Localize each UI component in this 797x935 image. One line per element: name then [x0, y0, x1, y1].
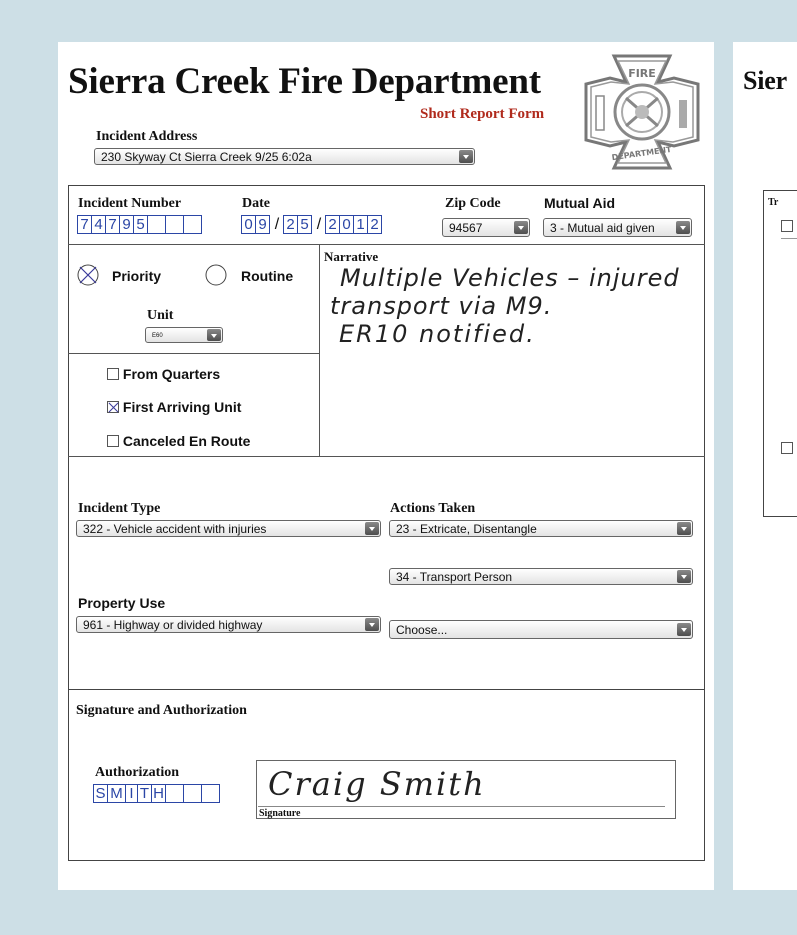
- divider: [781, 238, 797, 239]
- mutual-aid-select[interactable]: [543, 218, 692, 237]
- unit-select[interactable]: [145, 327, 223, 343]
- second-form-page: [733, 42, 797, 890]
- digit-box: 5: [297, 215, 312, 234]
- svg-text:DEPARTMENT: DEPARTMENT: [611, 144, 673, 163]
- form-title-fragment: Sier: [743, 66, 787, 95]
- chevron-down-icon: [676, 221, 690, 234]
- priority-radio-checked[interactable]: [77, 264, 99, 286]
- svg-text:FIRE: FIRE: [628, 67, 656, 80]
- letter-box: H: [151, 784, 166, 803]
- digit-box: 0: [241, 215, 256, 234]
- priority-label: Priority: [112, 268, 162, 284]
- signature-value: Craig Smith: [268, 765, 486, 803]
- canceled-en-route-label: Canceled En Route: [122, 433, 251, 449]
- narrative-line: Multiple Vehicles – injured: [340, 264, 680, 292]
- digit-box: 4: [91, 215, 106, 234]
- date-separator: /: [316, 216, 322, 233]
- incident-number-label: Incident Number: [78, 196, 182, 211]
- letter-box: [183, 784, 202, 803]
- zip-code-label: Zip Code: [445, 196, 501, 211]
- fire-department-logo-icon: [578, 48, 706, 176]
- table-box: [763, 190, 797, 517]
- authorization-label: Authorization: [95, 765, 179, 780]
- digit-box: 2: [325, 215, 340, 234]
- divider: [68, 456, 705, 457]
- actions-taken-select-2[interactable]: [389, 568, 693, 585]
- actions-taken-value: 34 - Transport Person: [396, 570, 513, 584]
- incident-address-value: 230 Skyway Ct Sierra Creek 9/25 6:02a: [101, 150, 312, 164]
- digit-box: 1: [353, 215, 368, 234]
- digit-box: [165, 215, 184, 234]
- digit-box: 2: [283, 215, 298, 234]
- divider: [68, 244, 705, 245]
- actions-taken-value: Choose...: [396, 623, 448, 637]
- digit-box: 2: [367, 215, 382, 234]
- actions-taken-label: Actions Taken: [390, 501, 476, 516]
- form-title: Sierra Creek Fire Department: [68, 61, 541, 102]
- incident-address-select[interactable]: [94, 148, 475, 165]
- checkbox-icon[interactable]: [781, 220, 793, 232]
- divider: [319, 244, 320, 456]
- checkbox-icon: [107, 368, 119, 380]
- routine-label: Routine: [241, 268, 294, 284]
- unit-value: E60: [152, 333, 163, 339]
- digit-box: 7: [105, 215, 120, 234]
- date-separator: /: [274, 216, 280, 233]
- letter-box: M: [107, 784, 126, 803]
- digit-box: [183, 215, 202, 234]
- authorization-field[interactable]: [94, 784, 220, 803]
- zip-code-select[interactable]: [442, 218, 530, 237]
- chevron-down-icon: [677, 570, 691, 583]
- incident-type-value: 322 - Vehicle accident with injuries: [83, 522, 267, 536]
- from-quarters-label: From Quarters: [122, 366, 221, 382]
- actions-taken-select-1[interactable]: [389, 520, 693, 537]
- chevron-down-icon: [514, 221, 528, 234]
- letter-box: I: [125, 784, 138, 803]
- letter-box: [165, 784, 184, 803]
- first-arriving-unit-label: First Arriving Unit: [122, 399, 242, 415]
- form-subtitle: Short Report Form: [420, 106, 545, 122]
- digit-box: 9: [255, 215, 270, 234]
- actions-taken-value: 23 - Extricate, Disentangle: [396, 522, 537, 536]
- property-use-select[interactable]: [76, 616, 381, 633]
- table-header-fragment: Tr: [768, 197, 779, 208]
- digit-box: [147, 215, 166, 234]
- canceled-en-route-checkbox[interactable]: [107, 433, 250, 449]
- checkbox-icon: [107, 435, 119, 447]
- incident-address-label: Incident Address: [96, 129, 198, 144]
- signature-line: [258, 806, 665, 807]
- zip-code-value: 94567: [449, 221, 483, 235]
- chevron-down-icon: [365, 522, 379, 535]
- property-use-label: Property Use: [78, 595, 166, 611]
- date-field[interactable]: [242, 215, 382, 234]
- narrative-line: transport via M9.: [330, 292, 553, 320]
- checkbox-checked-icon: [107, 401, 119, 413]
- narrative-field[interactable]: [330, 264, 680, 348]
- from-quarters-checkbox[interactable]: [107, 366, 220, 382]
- routine-radio[interactable]: [205, 264, 227, 286]
- chevron-down-icon: [677, 623, 691, 636]
- digit-box: 7: [77, 215, 92, 234]
- chevron-down-icon: [365, 618, 379, 631]
- divider: [68, 353, 319, 354]
- chevron-down-icon: [459, 150, 473, 163]
- letter-box: S: [93, 784, 108, 803]
- mutual-aid-label: Mutual Aid: [544, 195, 616, 211]
- digit-box: 9: [119, 215, 134, 234]
- letter-box: [201, 784, 220, 803]
- narrative-label: Narrative: [324, 249, 379, 264]
- date-label: Date: [242, 196, 270, 211]
- incident-type-select[interactable]: [76, 520, 381, 537]
- property-use-value: 961 - Highway or divided highway: [83, 618, 263, 632]
- incident-number-field[interactable]: [78, 215, 202, 234]
- chevron-down-icon: [677, 522, 691, 535]
- digit-box: 0: [339, 215, 354, 234]
- mutual-aid-value: 3 - Mutual aid given: [550, 221, 655, 235]
- incident-type-label: Incident Type: [78, 501, 161, 516]
- narrative-line: ER10 notified.: [339, 320, 536, 348]
- checkbox-icon[interactable]: [781, 442, 793, 454]
- signature-label: Signature: [259, 808, 301, 819]
- digit-box: 5: [133, 215, 148, 234]
- report-form-page: [58, 42, 714, 890]
- first-arriving-unit-checkbox[interactable]: [107, 399, 241, 415]
- actions-taken-select-3[interactable]: [389, 620, 693, 639]
- chevron-down-icon: [207, 329, 221, 341]
- unit-label: Unit: [147, 308, 174, 323]
- signature-section-label: Signature and Authorization: [76, 703, 247, 718]
- letter-box: T: [137, 784, 152, 803]
